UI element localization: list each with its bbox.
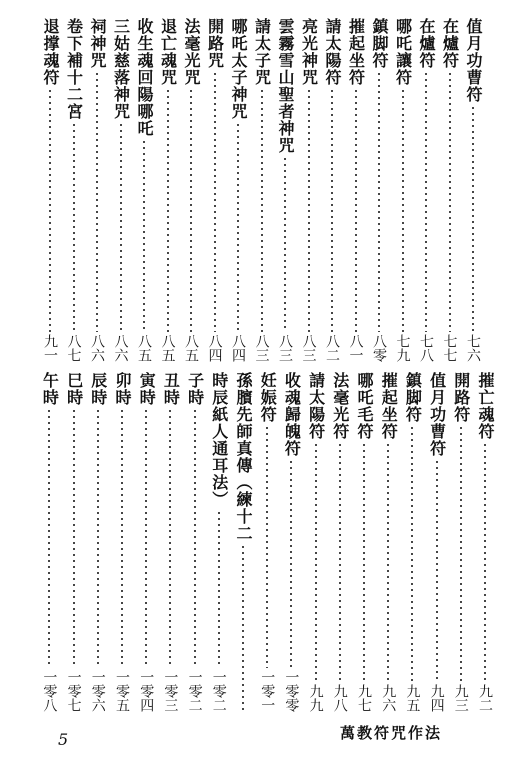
dot-leader (378, 71, 380, 332)
page-number: 5 (58, 730, 69, 749)
dot-leader (284, 156, 286, 332)
toc-entry-title: 法毫光咒 (182, 18, 201, 86)
toc-entry-page: 七七 (441, 334, 458, 362)
toc-entry-page: 八五 (183, 334, 199, 362)
toc-entry-page: 八五 (136, 334, 152, 362)
toc-entry (39, 18, 61, 362)
toc-entry (329, 372, 351, 712)
toc-entry-title: 收魂歸魄符 (282, 372, 302, 457)
toc-entry-title: 卯時 (113, 372, 132, 406)
toc-entry-page: 一零四 (138, 670, 155, 712)
toc-entry-page: 九九 (307, 684, 324, 712)
toc-entry-page: 八二 (324, 334, 340, 362)
toc-entry (63, 372, 85, 712)
book-title: 萬教符咒作法 (340, 724, 443, 742)
toc-entry-title: 丑時 (161, 372, 181, 406)
toc-entry-title: 亮光神咒 (299, 18, 319, 86)
toc-entry-page: 八一 (347, 334, 364, 362)
toc-entry-page: 八四 (206, 334, 223, 362)
toc-entry-page: 七八 (418, 334, 434, 362)
toc-entry-page: 九六 (380, 684, 397, 712)
dot-leader (308, 88, 310, 332)
toc-entry (87, 372, 109, 712)
toc-entry-page: 九三 (452, 684, 469, 712)
toc-entry-page: 九四 (428, 684, 445, 712)
toc-entry (401, 372, 423, 712)
toc-entry-page: 九八 (331, 684, 348, 712)
toc-entry (305, 372, 327, 712)
toc-entry-title: 午時 (40, 372, 60, 406)
dot-leader (97, 408, 99, 668)
toc-entry-title: 開路符 (451, 372, 471, 423)
toc-entry-page: 一零八 (41, 670, 58, 712)
dot-leader (190, 88, 192, 332)
toc-entry-title: 退撑魂符 (41, 18, 60, 86)
dot-leader (449, 71, 451, 332)
toc-entry (274, 18, 296, 362)
dot-leader (237, 122, 239, 332)
toc-entry-title: 法毫光符 (330, 372, 350, 440)
toc-entry-page: 八三 (277, 334, 293, 362)
toc-entry (462, 18, 484, 362)
toc-entry (256, 372, 278, 712)
toc-entry-title: 在爐符 (417, 18, 436, 69)
toc-entry-title: 摧起坐符 (346, 18, 366, 86)
toc-entry-page: 一零零 (283, 670, 300, 712)
toc-entry-title: 時辰紙人通耳法） (209, 372, 229, 508)
dot-leader (121, 408, 123, 668)
dot-leader (290, 459, 292, 668)
toc-entry (157, 18, 179, 362)
toc-entry-title: 三姑慈落神咒 (111, 18, 131, 120)
dot-leader (169, 408, 171, 668)
dot-leader (48, 408, 50, 668)
toc-entry-page: 九七 (356, 684, 372, 712)
dot-leader (214, 71, 216, 332)
dot-leader (436, 459, 438, 682)
toc-entry-page: 七六 (465, 334, 481, 362)
toc-entry (38, 372, 60, 712)
toc-entry-title: 巳時 (64, 372, 84, 406)
toc-entry-page: 一零五 (114, 670, 130, 712)
toc-entry-page: 九一 (42, 334, 58, 362)
toc-entry (321, 18, 343, 362)
toc-entry-page: 一零六 (89, 670, 106, 712)
toc-entry (227, 18, 249, 362)
toc-entry-title: 卷下補十二宮 (64, 18, 84, 120)
toc-entry-page: 一零七 (65, 670, 82, 712)
toc-entry-title: 收生魂回陽哪吒 (135, 18, 154, 137)
toc-entry-page: 七九 (394, 334, 411, 362)
dot-leader (402, 88, 404, 332)
toc-entry (474, 372, 496, 712)
toc-entry-title: 值月功曹符 (464, 18, 483, 103)
toc-entry-title: 祠神咒 (88, 18, 107, 69)
toc-entry-title: 孫臏先師真傳（練十二 (234, 372, 253, 542)
toc-entry-title: 子時 (185, 372, 205, 406)
toc-entry-page: 九五 (404, 684, 421, 712)
dot-leader (484, 442, 486, 682)
dot-leader (242, 544, 244, 710)
toc-entry-title: 退亡魂咒 (158, 18, 178, 86)
dot-leader (96, 71, 98, 332)
dot-leader (194, 408, 196, 668)
dot-leader (145, 408, 147, 668)
toc-entry-title: 在爐符 (440, 18, 460, 69)
dot-leader (218, 510, 220, 668)
toc-entry-page: 八零 (371, 334, 387, 362)
toc-entry-title: 值月功曹符 (427, 372, 447, 457)
toc-entry (111, 372, 133, 712)
dot-leader (331, 88, 333, 332)
toc-entry (251, 18, 273, 362)
toc-entry-page: 一零三 (162, 670, 179, 712)
toc-entry-title: 哪吒毛符 (355, 372, 374, 440)
toc-entry (415, 18, 437, 362)
toc-entry (180, 18, 202, 362)
toc-entry (353, 372, 375, 712)
dot-leader (73, 408, 75, 668)
dot-leader (355, 88, 357, 332)
toc-entry-title: 請太陽符 (306, 372, 326, 440)
dot-leader (167, 88, 169, 332)
toc-entry-page: 一零二 (210, 670, 227, 712)
toc-entry (392, 18, 414, 362)
toc-entry-title: 寅時 (137, 372, 157, 406)
toc-entry (110, 18, 132, 362)
toc-entry-title: 雲霧雪山聖者神咒 (276, 18, 295, 154)
toc-entry (345, 18, 367, 362)
toc-entry-title: 鎮脚符 (403, 372, 423, 423)
dot-leader (315, 442, 317, 682)
toc-entry (439, 18, 461, 362)
toc-entry-title: 摧亡魂符 (476, 372, 495, 440)
toc-entry-page: 八四 (230, 334, 246, 362)
toc-entry-title: 哪吒讓符 (393, 18, 413, 86)
dot-leader (387, 442, 389, 682)
toc-entry (426, 372, 448, 712)
toc-entry-title: 開路咒 (205, 18, 225, 69)
dot-leader (120, 122, 122, 332)
dot-leader (266, 425, 268, 668)
toc-entry-title: 辰時 (88, 372, 108, 406)
toc-entry (159, 372, 181, 712)
toc-entry-page: 八六 (112, 334, 129, 362)
dot-leader (339, 442, 341, 682)
dot-leader (472, 105, 474, 332)
toc-entry-title: 鎮脚符 (370, 18, 389, 69)
toc-entry (135, 372, 157, 712)
dot-leader (261, 88, 263, 332)
toc-entry (86, 18, 108, 362)
toc-entry-title: 哪吒太子神咒 (229, 18, 248, 120)
toc-entry-page: 一零一 (259, 670, 276, 712)
toc-entry-page: 八六 (89, 334, 105, 362)
dot-leader (425, 71, 427, 332)
toc-entry (368, 18, 390, 362)
toc-entry (232, 372, 254, 712)
toc-entry (63, 18, 85, 362)
toc-entry (208, 372, 230, 712)
dot-leader (73, 122, 75, 332)
toc-entry-page: 八三 (300, 334, 317, 362)
toc-entry-page: 八五 (159, 334, 176, 362)
dot-leader (460, 425, 462, 682)
toc-entry (298, 18, 320, 362)
dot-leader (411, 425, 413, 682)
toc-entry-page: 八三 (253, 334, 270, 362)
toc-entry (204, 18, 226, 362)
toc-entry-page: 九二 (477, 684, 493, 712)
toc-entry (450, 372, 472, 712)
dot-leader (143, 139, 145, 332)
toc-entry (184, 372, 206, 712)
toc-entry (133, 18, 155, 362)
toc-entry-page: 八七 (65, 334, 82, 362)
dot-leader (363, 442, 365, 682)
toc-entry (280, 372, 302, 712)
toc-entry-title: 請太陽符 (323, 18, 342, 86)
toc-entry-title: 妊娠符 (258, 372, 278, 423)
toc-entry-title: 摧起坐符 (379, 372, 399, 440)
toc-entry-title: 請太子咒 (252, 18, 272, 86)
toc-entry-page: 一零二 (186, 670, 203, 712)
dot-leader (49, 88, 51, 332)
toc-entry (377, 372, 399, 712)
